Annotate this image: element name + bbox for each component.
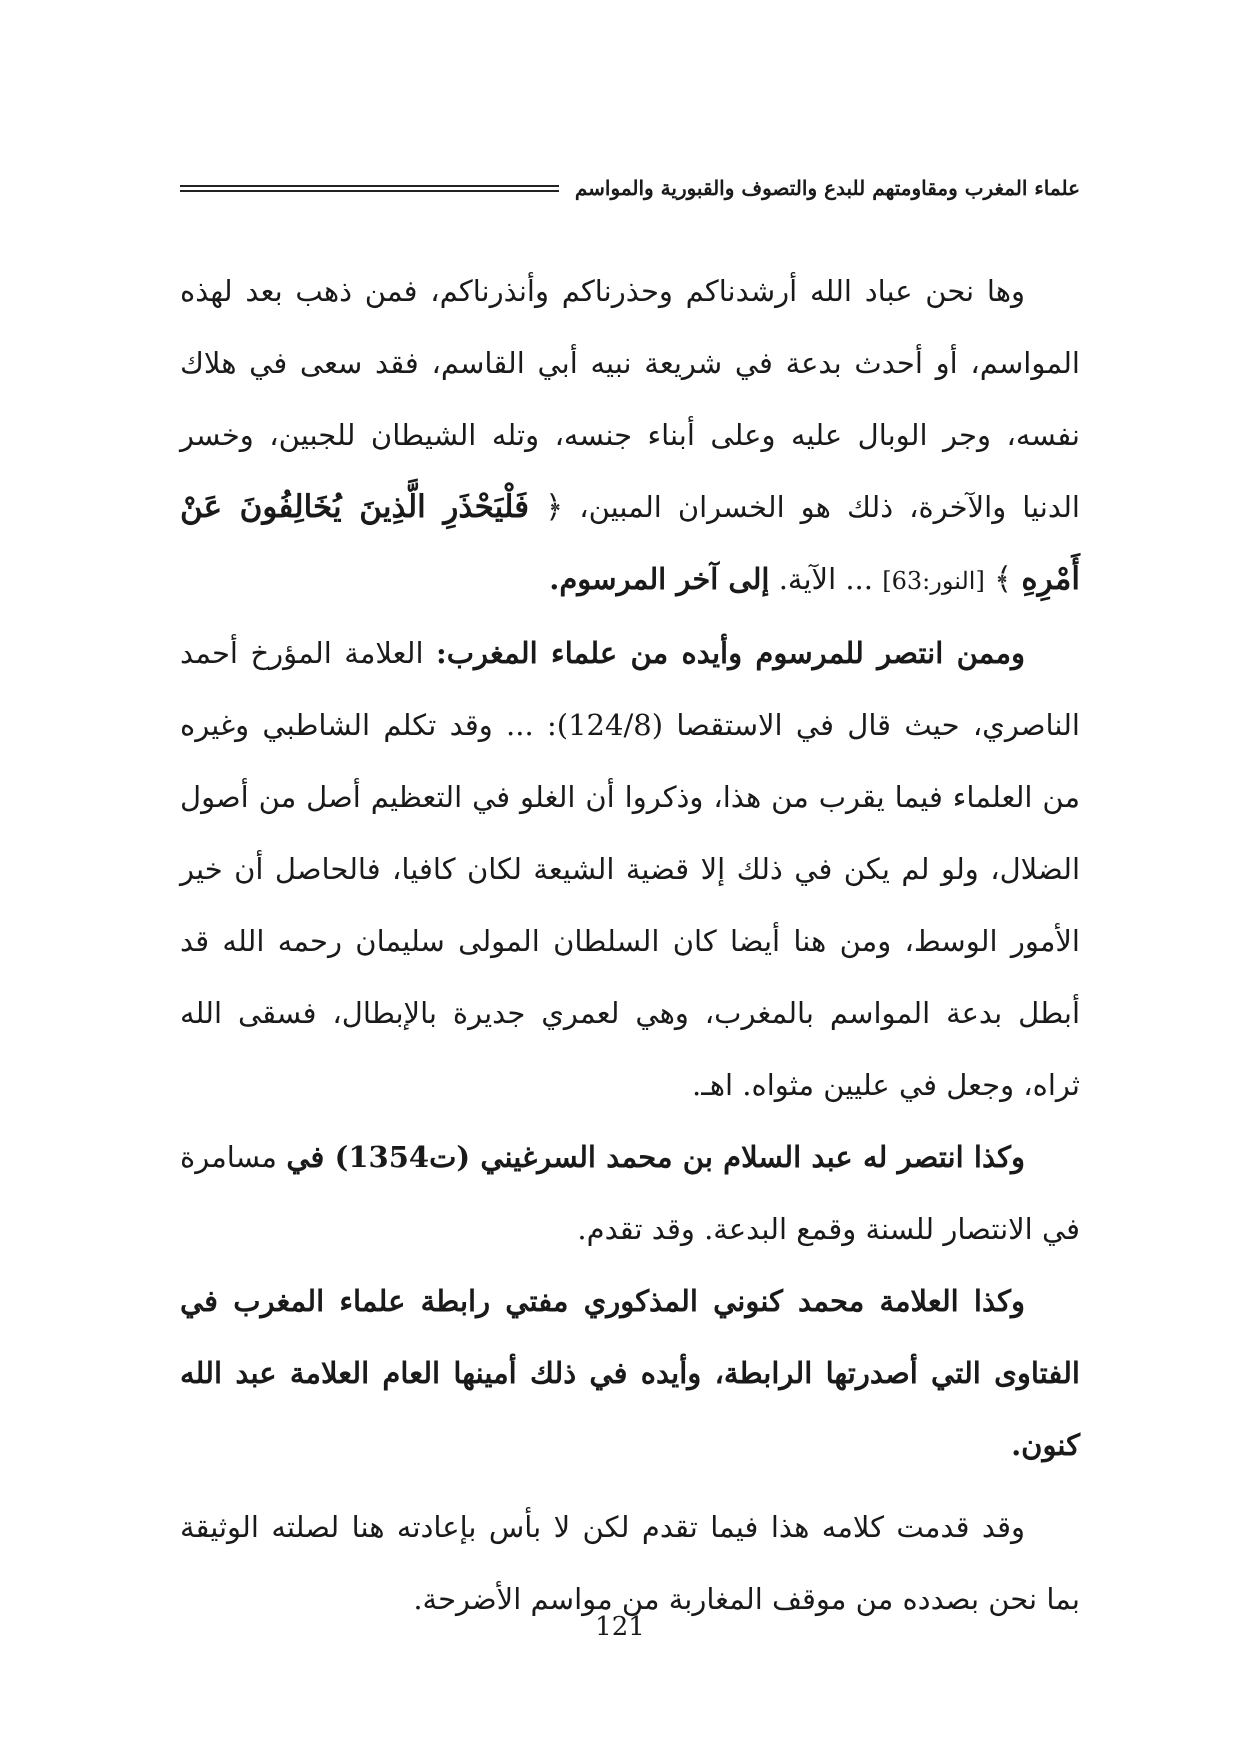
running-header (180, 168, 1080, 208)
bold-phrase: إلى آخر المرسوم. (549, 562, 770, 596)
bold-lead: وممن انتصر للمرسوم وأيده من علماء المغرب: (436, 636, 1025, 670)
book-title: علماء المغرب ومقاومتهم للبدع والتصوف والقبورية والمواسم (574, 176, 1080, 200)
quran-bracket-open: ﴿ (545, 489, 564, 525)
body-text (180, 255, 1080, 1635)
header-rule (180, 185, 559, 192)
verse-reference: [النور:63] (882, 567, 985, 595)
paragraph-kanuni (180, 1265, 1080, 1481)
paragraph-decree-warning (180, 255, 1080, 617)
paragraph-sarghini (180, 1121, 1080, 1265)
quran-bracket-close: ﴾ (994, 561, 1013, 597)
paragraph-text: وها نحن عباد الله أرشدناكم وحذرناكم وأنذرناكم، فمن ذهب بعد لهذه المواسم، أو أحدث بدعة في شريعة نبيه أبي القاسم، فقد سعى في هلاك نفسه، وجر الوبال عليه وعلى أبناء جنسه، وتله الشيطان للجبين، وخسر الدنيا والآخرة، ذلك هو الخسران المبين، (180, 274, 1080, 524)
page-number: 121 (595, 1612, 645, 1642)
paragraph-text: مسامرة في الانتصار للسنة وقمع البدعة. وقد تقدم. (180, 1140, 1080, 1246)
paragraph-nasiri (180, 617, 1080, 1121)
paragraph-text: ... الآية. (778, 562, 873, 596)
quran-verse: فَلْيَحْذَرِ الَّذِينَ يُخَالِفُونَ عَنْ أَمْرِهِ (180, 489, 1080, 597)
paragraph-text: وقد قدمت كلامه هذا فيما تقدم لكن لا بأس بإعادته هنا لصلته الوثيقة بما نحن بصدده من موقف المغاربة من مواسم الأضرحة. (180, 1510, 1080, 1616)
paragraph-text: وكذا العلامة محمد كنوني المذكوري مفتي رابطة علماء المغرب في الفتاوى التي أصدرتها الرابطة، وأيده في ذلك أمينها العام العلامة عبد الله كنون. (180, 1284, 1080, 1462)
bold-lead: وكذا انتصر له عبد السلام بن محمد السرغيني (ت1354) في (286, 1140, 1025, 1174)
paragraph-text: العلامة المؤرخ أحمد الناصري، حيث قال في الاستقصا (124/8): ... وقد تكلم الشاطبي وغيره من العلماء فيما يقرب من هذا، وذكروا أن الغلو في التعظيم أصل من أصول الضلال، ولو لم يكن في ذلك إلا قضية الشيعة لكان كافيا، فالحاصل أن خير الأمور الوسط، ومن هنا أيضا كان السلطان المولى سليمان رحمه الله قد أبطل بدعة المواسم بالمغرب، وهي لعمري جديرة بالإبطال، فسقى الله ثراه، وجعل في عليين مثواه. اهـ. (180, 636, 1080, 1102)
